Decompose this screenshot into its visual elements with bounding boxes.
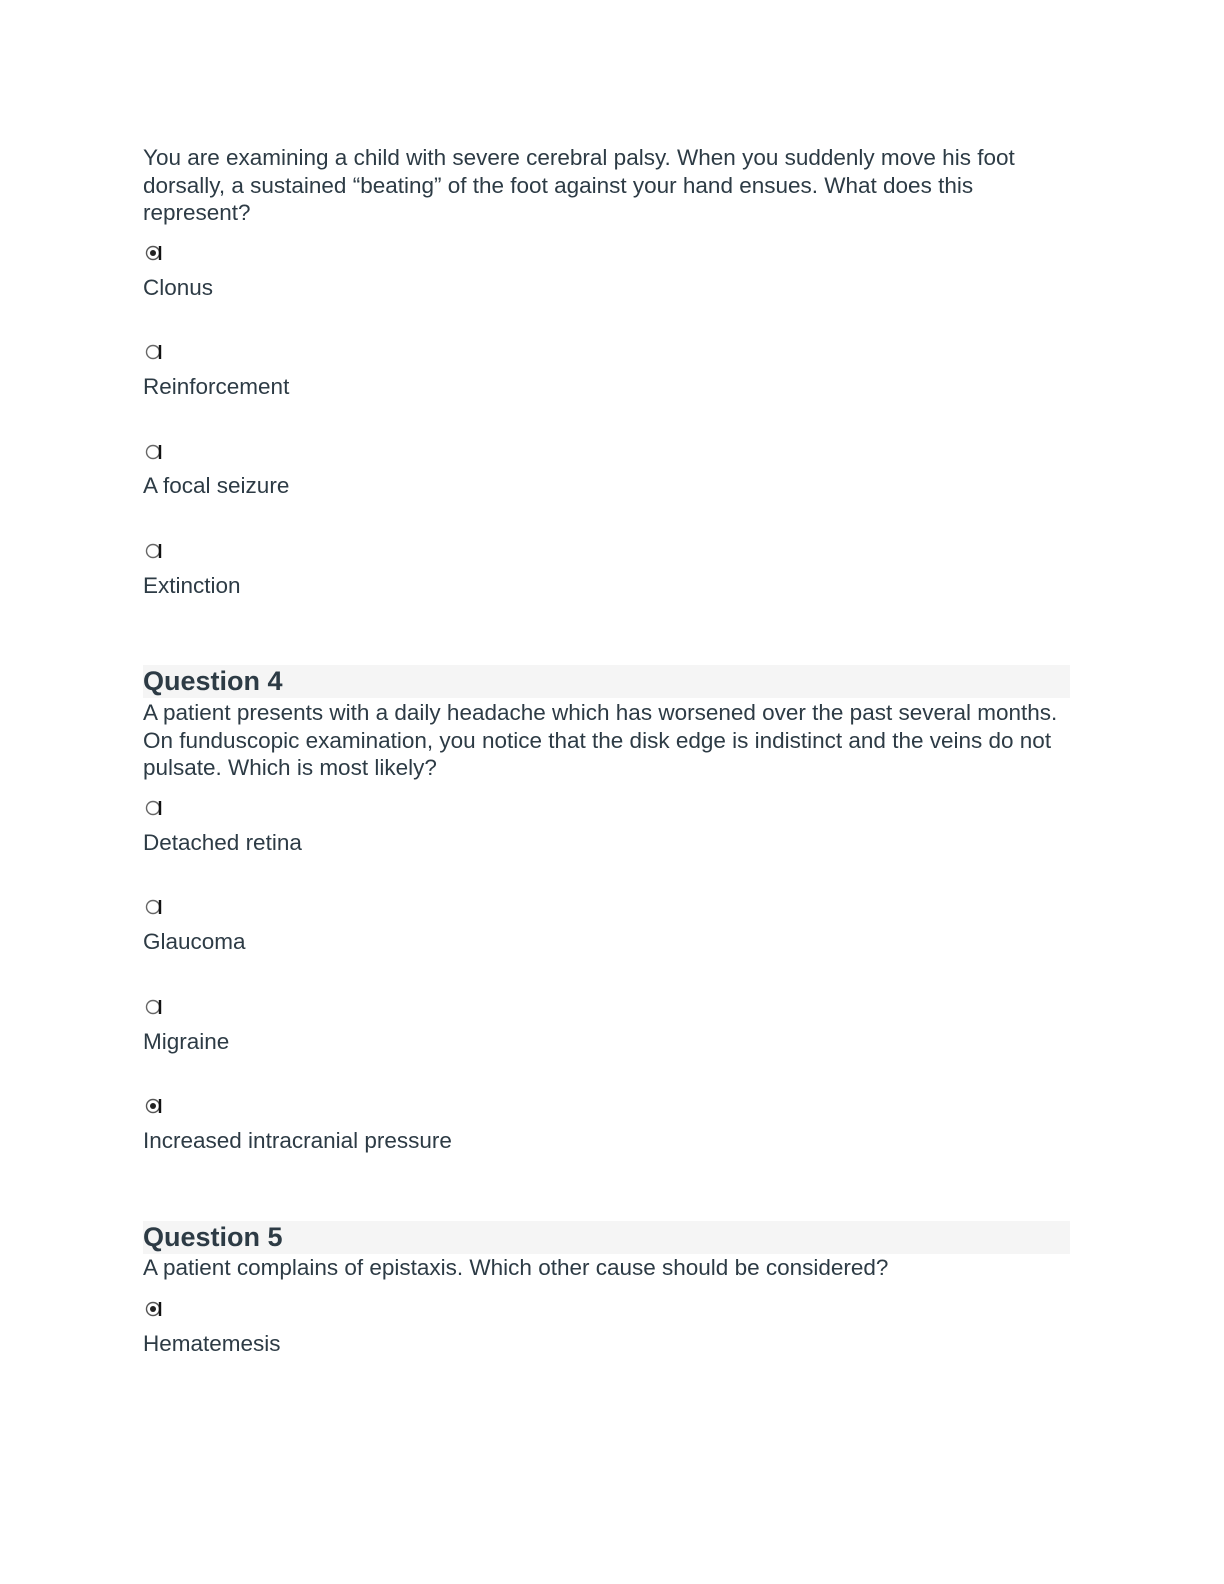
- question-4-text: A patient presents with a daily headache which has worsened over the past several months. On funduscopic examination, you notice that the disk edge is indistinct and the veins do not pulsate. Which is most likely?: [143, 700, 1058, 780]
- q3-answer-4-label: Extinction: [143, 573, 241, 598]
- question-5-text: A patient complains of epistaxis. Which other cause should be considered?: [143, 1255, 889, 1280]
- q4-answer-2-radio[interactable]: [145, 897, 165, 917]
- question-5-header: Question 5: [143, 1221, 1070, 1254]
- q5-answer-1-label: Hematemesis: [143, 1331, 281, 1356]
- q3-answer-3-radio[interactable]: [145, 442, 165, 462]
- q4-answer-3-label: Migraine: [143, 1029, 230, 1054]
- q3-answer-4-radio[interactable]: [145, 541, 165, 561]
- q4-answer-1-radio[interactable]: [145, 798, 165, 818]
- q5-answer-1-radio[interactable]: [145, 1299, 165, 1319]
- q3-answer-3-label: A focal seizure: [143, 473, 290, 498]
- q4-answer-4-label: Increased intracranial pressure: [143, 1128, 452, 1153]
- q3-answer-1-label: Clonus: [143, 275, 214, 300]
- q3-answer-2-radio[interactable]: [145, 342, 165, 362]
- q3-answer-2-label: Reinforcement: [143, 374, 290, 399]
- q4-answer-4-radio[interactable]: [145, 1096, 165, 1116]
- question-3-text: You are examining a child with severe cerebral palsy. When you suddenly move his foot dorsally, a sustained “beating” of the foot against your hand ensues. What does this represent?: [143, 145, 1015, 225]
- q4-answer-3-radio[interactable]: [145, 997, 165, 1017]
- question-4-header: Question 4: [143, 665, 1070, 698]
- q3-answer-1-radio[interactable]: [145, 243, 165, 263]
- q4-answer-2-label: Glaucoma: [143, 929, 246, 954]
- q4-answer-1-label: Detached retina: [143, 830, 302, 855]
